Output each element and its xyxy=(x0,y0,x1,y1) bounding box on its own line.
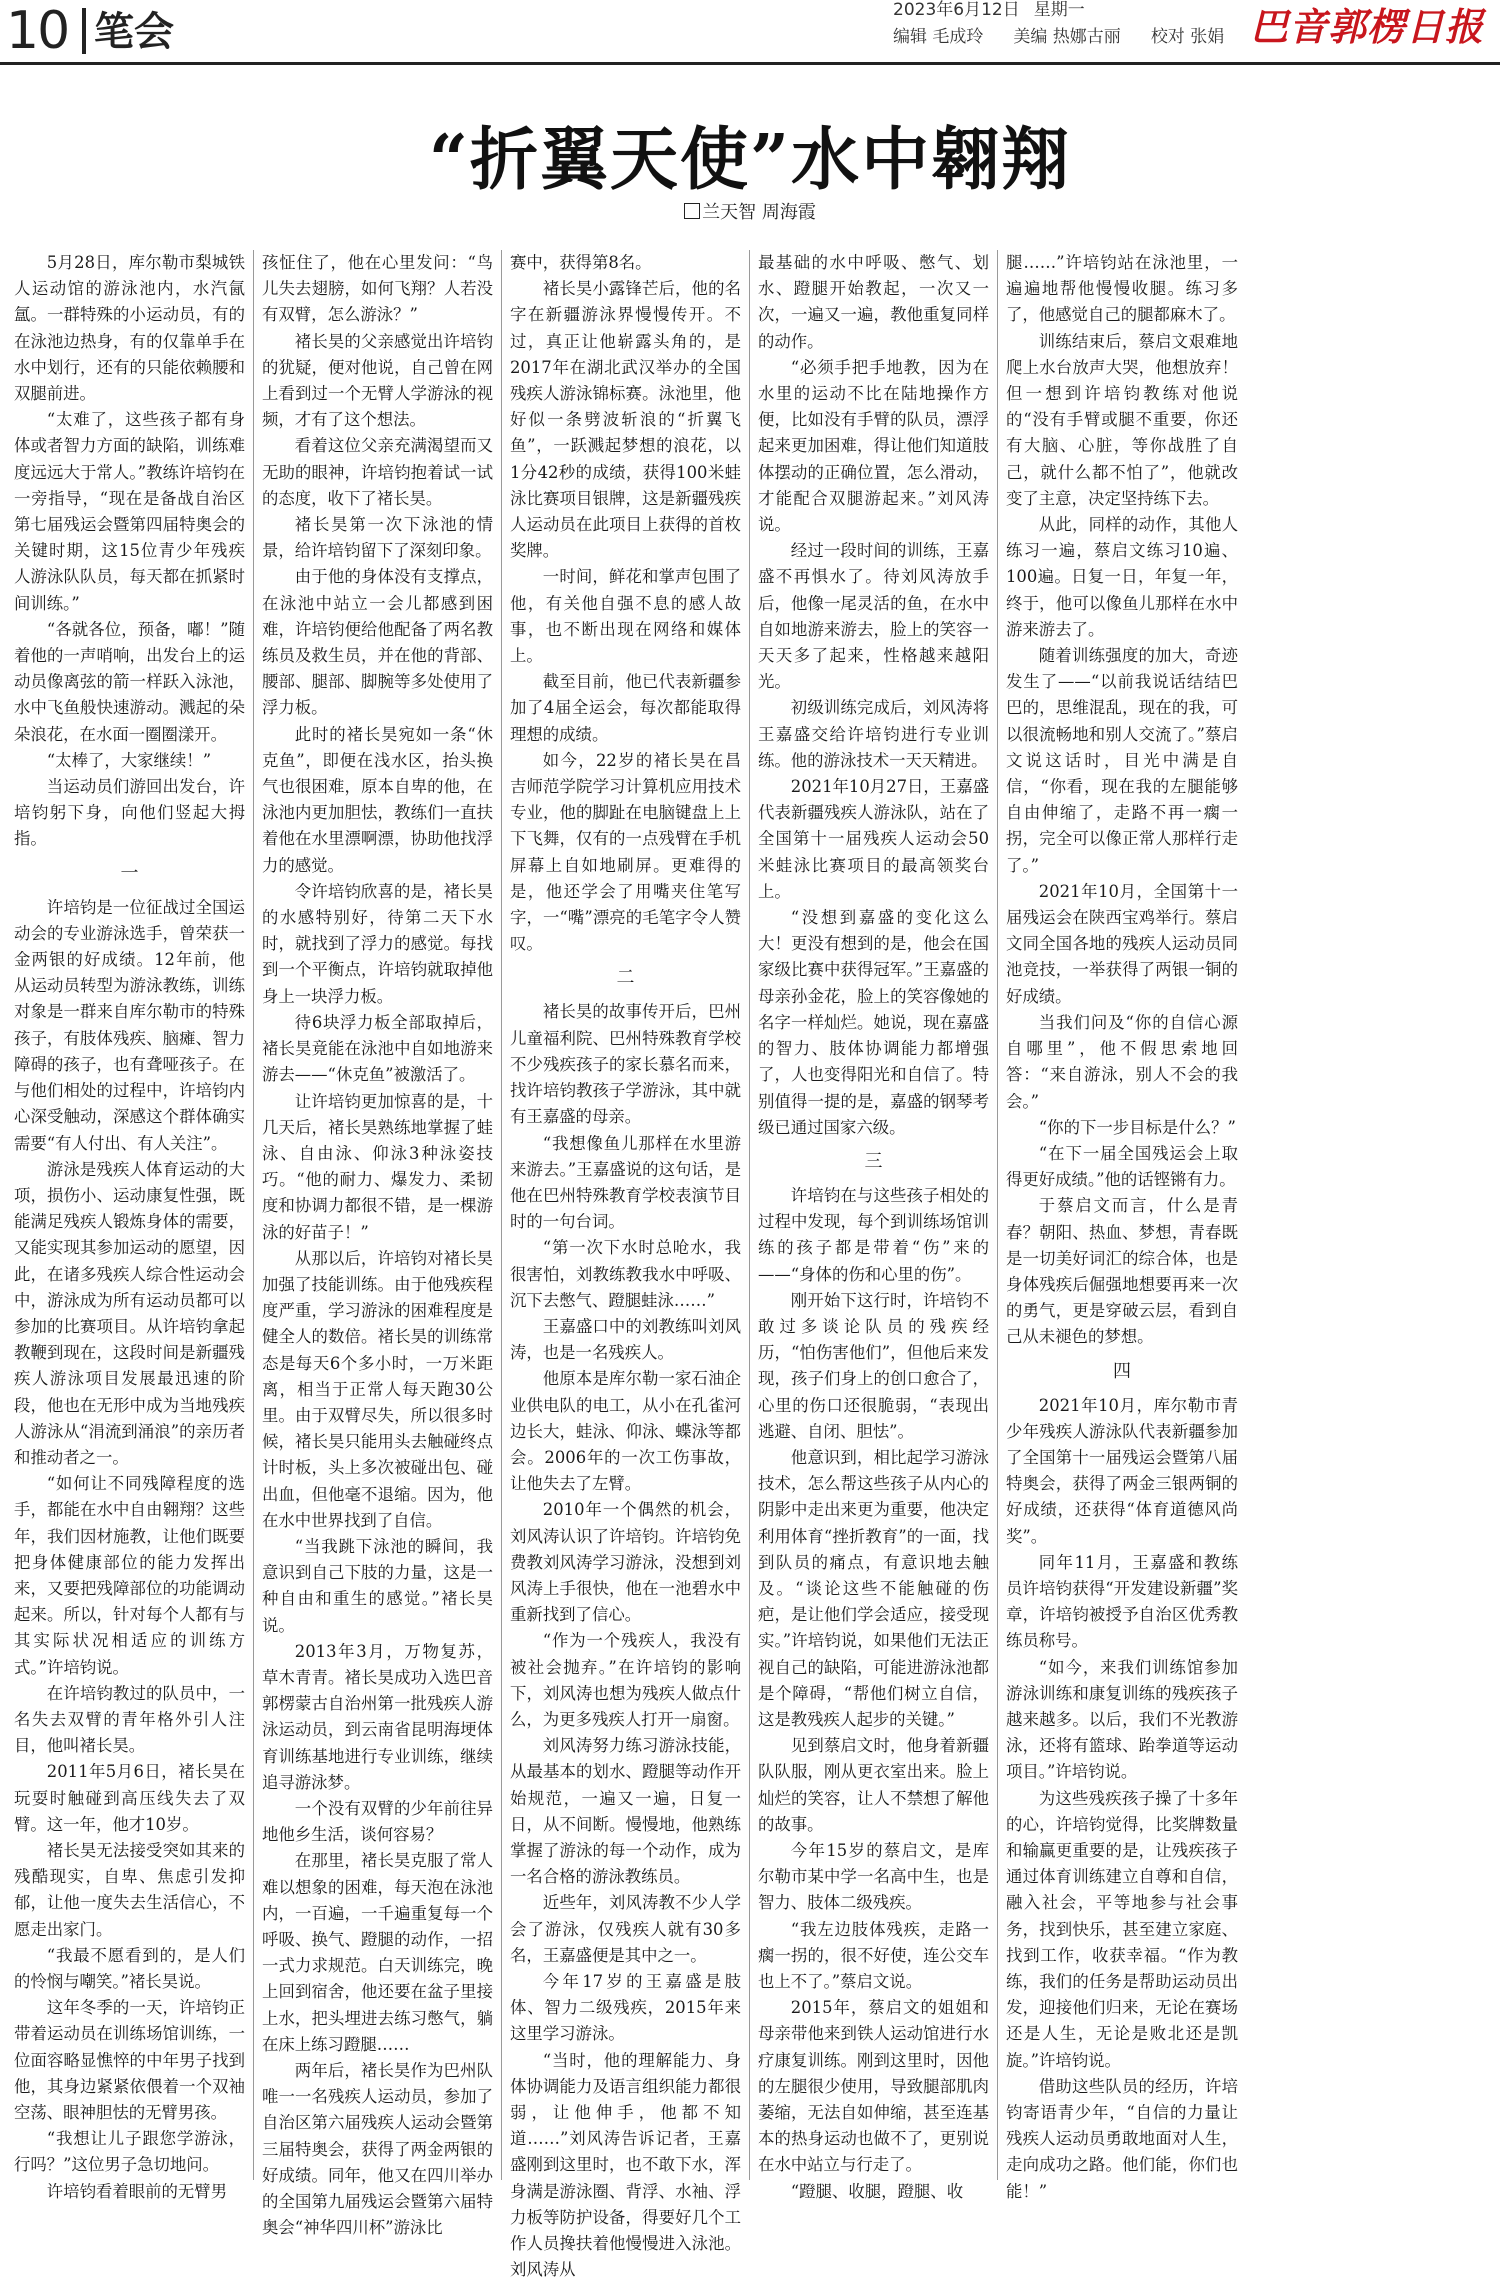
article-paragraph: 今年15岁的蔡启文，是库尔勒市某中学一名高中生，也是智力、肢体二级残疾。 xyxy=(758,1840,989,1913)
page-number-separator xyxy=(82,8,86,54)
article-paragraph: 褚长昊小露锋芒后，他的名字在新疆游泳界慢慢传开。不过，真正让他崭露头角的，是2017年在湖北武汉举办的全国残疾人游泳锦标赛。泳池里，他好似一条劈波斩浪的“折翼飞鱼”，一跃溅起梦想的浪花，以1分42秒的成绩，获得100米蛙泳比赛项目银牌，这是新疆残疾人运动员在此项目上获得的首枚奖牌。 xyxy=(510,279,741,561)
article-paragraph: 两年后，褚长昊作为巴州队唯一一名残疾人运动员，参加了自治区第六届残疾人运动会暨第三届特奥会，获得了两金两银的好成绩。同年，他又在四川举办的全国第九届残运会暨第六届特奥会“神华四川杯”游泳比 xyxy=(262,2061,493,2238)
article-body xyxy=(6,250,1494,2280)
article-paragraph: 训练结束后，蔡启文艰难地爬上水台放声大哭，他想放弃！但一想到许培钧教练对他说的“没有手臂或腿不重要，你还有大脑、心脏，等你战胜了自己，就什么都不怕了”，他就改变了主意，决定坚持练下去。 xyxy=(1006,331,1238,508)
article-paragraph: 从那以后，许培钧对褚长昊加强了技能训练。由于他残疾程度严重，学习游泳的困难程度是健全人的数倍。褚长昊的训练常态是每天6个多小时，一万米距离，相当于正常人每天跑30公里。由于双臂尽失，所以很多时候，褚长昊只能用头去触碰终点计时板，头上多次被碰出包、碰出血，但他毫不退缩。因为，他在水中世界找到了自信。 xyxy=(262,1248,493,1530)
article-paragraph: “在下一届全国残运会上取得更好成绩。”他的话铿锵有力。 xyxy=(1006,1143,1238,1190)
article-paragraph: 今年17岁的王嘉盛是肢体、智力二级残疾，2015年来这里学习游泳。 xyxy=(510,1972,741,2044)
section-name: 笔会 xyxy=(94,9,174,55)
article-paragraph: 他意识到，相比起学习游泳技术，怎么帮这些孩子从内心的阴影中走出来更为重要，他决定利用体育“挫折教育”的一面，找到队员的痛点，有意识地去触及。“谈论这些不能触碰的伤疤，是让他们学会适应，接受现实。”许培钧说，如果他们无法正视自己的缺陷，可能进游泳池都是个障碍，“帮他们树立自信，这是教残疾人起步的关键。” xyxy=(758,1447,989,1729)
article-paragraph: 他原本是库尔勒一家石油企业供电队的电工，从小在孔雀河边长大，蛙泳、仰泳、蝶泳等都会。2006年的一次工伤事故，让他失去了左臂。 xyxy=(510,1369,741,1494)
issue-weekday: 星期一 xyxy=(1033,0,1085,20)
article-paragraph: 经过一段时间的训练，王嘉盛不再惧水了。待刘风涛放手后，他像一尾灵活的鱼，在水中自如地游来游去，脸上的笑容一天天多了起来，性格越来越阳光。 xyxy=(758,541,989,692)
designer-credit: 美编 热娜古丽 xyxy=(1013,27,1121,47)
article-paragraph: 许培钧在与这些孩子相处的过程中发现，每个到训练场馆训练的孩子都是带着“伤”来的——“身体的伤和心里的伤”。 xyxy=(758,1185,989,1284)
section-heading: 一 xyxy=(120,862,139,884)
article-paragraph: 5月28日，库尔勒市梨城铁人运动馆的游泳池内，水汽氤氲。一群特殊的小运动员，有的在泳池边热身，有的仅靠单手在水中划行，还有的只能依赖腰和双腿前进。 xyxy=(14,253,245,404)
article-paragraph: 为这些残疾孩子操了十多年的心，许培钧觉得，比奖牌数量和输赢更重要的是，让残疾孩子通过体育训练建立自尊和自信，融入社会，平等地参与社会事务，找到快乐，甚至建立家庭、找到工作，收获幸福。“作为教练，我们的任务是帮助运动员出发，迎接他们归来，无论在赛场还是人生，无论是败北还是凯旋。”许培钧说。 xyxy=(1006,1788,1238,2070)
article-paragraph: 2013年3月，万物复苏，草木青青。褚长昊成功入选巴音郭楞蒙古自治州第一批残疾人游泳运动员，到云南省昆明海埂体育训练基地进行专业训练，继续追寻游泳梦。 xyxy=(262,1641,493,1792)
article-paragraph: 王嘉盛口中的刘教练叫刘风涛，也是一名残疾人。 xyxy=(510,1316,741,1363)
article-paragraph: “没想到嘉盛的变化这么大！更没有想到的是，他会在国家级比赛中获得冠军。”王嘉盛的母亲孙金花，脸上的笑容像她的名字一样灿烂。她说，现在嘉盛的智力、肢体协调能力都增强了，人也变得阳光和自信了。特别值得一提的是，嘉盛的钢琴考级已通过国家六级。 xyxy=(758,908,989,1137)
article-paragraph: “当时，他的理解能力、身体协调能力及语言组织能力都很弱，让他伸手，他都不知道……”刘风涛告诉记者，王嘉盛刚到这里时，也不敢下水，浑身满是游泳圈、背浮、水袖、浮力板等防护设备，得要好几个工作人员搀扶着他慢慢进入泳池。刘风涛从 xyxy=(510,2050,741,2280)
page-number: 10 xyxy=(6,1,69,61)
article-paragraph: 如今，22岁的褚长昊在昌吉师范学院学习计算机应用技术专业，他的脚趾在电脑键盘上上下飞舞，仅有的一点残臂在手机屏幕上自如地刷屏。更难得的是，他还学会了用嘴夹住笔写字，一“嘴”漂亮的毛笔字令人赞叹。 xyxy=(510,750,741,954)
article-paragraph: 褚长昊的父亲感觉出许培钧的犹疑，便对他说，自己曾在网上看到过一个无臂人学游泳的视频，才有了这个想法。 xyxy=(262,331,493,430)
article-paragraph: 孩怔住了，他在心里发问：“鸟儿失去翅膀，如何飞翔？人若没有双臂，怎么游泳？” xyxy=(262,253,493,325)
editor-credit: 编辑 毛成玲 xyxy=(893,27,984,47)
article-paragraph: 当运动员们游回出发台，许培钧躬下身，向他们竖起大拇指。 xyxy=(14,777,245,849)
article-paragraph: 褚长昊的故事传开后，巴州儿童福利院、巴州特殊教育学校不少残疾孩子的家长慕名而来，找许培钧教孩子学游泳，其中就有王嘉盛的母亲。 xyxy=(510,1002,741,1127)
article-paragraph: 借助这些队员的经历，许培钧寄语青少年，“自信的力量让残疾人运动员勇敢地面对人生，走向成功之路。他们能，你们也能！” xyxy=(1006,2076,1238,2201)
byline-box-icon xyxy=(684,203,700,219)
article-paragraph: 游泳是残疾人体育运动的大项，损伤小、运动康复性强，既能满足残疾人锻炼身体的需要，又能实现其参加运动的愿望，因此，在诸多残疾人综合性运动会中，游泳成为所有运动员都可以参加的比赛项目。从许培钧拿起教鞭到现在，这段时间是新疆残疾人游泳项目发展最迅速的阶段，他也在无形中成为当地残疾人游泳从“涓流到涌浪”的亲历者和推动者之一。 xyxy=(14,1159,245,1467)
article-column xyxy=(502,250,750,2280)
article-paragraph: “第一次下水时总呛水，我很害怕，刘教练教我水中呼吸、沉下去憋气、蹬腿蛙泳……” xyxy=(510,1238,741,1310)
article-paragraph: 许培钧是一位征战过全国运动会的专业游泳选手，曾荣获一金两银的好成绩。12年前，他从运动员转型为游泳教练，训练对象是一群来自库尔勒市的特殊孩子，有肢体残疾、脑瘫、智力障碍的孩子，也有聋哑孩子。在与他们相处的过程中，许培钧内心深受触动，深感这个群体确实需要“有人付出、有人关注”。 xyxy=(14,897,245,1153)
article-paragraph: 同年11月，王嘉盛和教练员许培钧获得“开发建设新疆”奖章，许培钧被授予自治区优秀教练员称号。 xyxy=(1006,1552,1238,1651)
article-paragraph: “我最不愿看到的，是人们的怜悯与嘲笑。”褚长昊说。 xyxy=(14,1945,245,1991)
issue-date: 2023年6月12日 xyxy=(893,0,1020,20)
article-paragraph: 2015年，蔡启文的姐姐和母亲带他来到铁人运动馆进行水疗康复训练。刚到这里时，因他的左腿很少使用，导致腿部肌肉萎缩，无法自如伸缩，甚至连基本的热身运动也做不了，更别说在水中站立与行走了。 xyxy=(758,1998,989,2175)
article-column xyxy=(6,250,254,2201)
article-paragraph: 2010年一个偶然的机会，刘风涛认识了许培钧。许培钧免费教刘风涛学习游泳，没想到刘风涛上手很快，他在一池碧水中重新找到了信心。 xyxy=(510,1500,741,1625)
article-column xyxy=(998,250,1246,2201)
article-paragraph: 一个没有双臂的少年前往异地他乡生活，谈何容易？ xyxy=(262,1798,493,1845)
section-heading: 二 xyxy=(616,967,635,989)
article-paragraph: “各就各位，预备，嘟！”随着他的一声哨响，出发台上的运动员像离弦的箭一样跃入泳池，水中飞鱼般快速游动。溅起的朵朵浪花，在水面一圈圈漾开。 xyxy=(14,619,245,744)
article-paragraph: 初级训练完成后，刘风涛将王嘉盛交给许培钧进行专业训练。他的游泳技术一天天精进。 xyxy=(758,698,989,770)
article-paragraph: 在许培钧教过的队员中，一名失去双臂的青年格外引人注目，他叫褚长昊。 xyxy=(14,1683,245,1756)
article-paragraph: 赛中，获得第8名。 xyxy=(510,253,652,272)
article-paragraph: “我想像鱼儿那样在水里游来游去。”王嘉盛说的这句话，是他在巴州特殊教育学校表演节目时的一句台词。 xyxy=(510,1133,741,1232)
issue-date-line xyxy=(893,0,1099,20)
article-paragraph: 褚长昊第一次下泳池的情景，给许培钧留下了深刻印象。 xyxy=(262,515,493,561)
article-paragraph: 于蔡启文而言，什么是青春？朝阳、热血、梦想，青春既是一切美好词汇的综合体，也是身体残疾后倔强地想要再来一次的勇气，更是穿破云层，看到自己从未褪色的梦想。 xyxy=(1006,1196,1238,1347)
article-paragraph: 褚长昊无法接受突如其来的残酷现实，自卑、焦虑引发抑郁，让他一度失去生活信心，不愿走出家门。 xyxy=(14,1840,245,1939)
article-paragraph: “你的下一步目标是什么？” xyxy=(1038,1117,1236,1137)
article-paragraph: 最基础的水中呼吸、憋气、划水、蹬腿开始教起，一次又一次，一遍又一遍，教他重复同样的动作。 xyxy=(758,253,989,351)
article-paragraph: “作为一个残疾人，我没有被社会抛弃。”在许培钧的影响下，刘风涛也想为残疾人做点什么，为更多残疾人打开一扇窗。 xyxy=(510,1631,741,1729)
section-heading: 三 xyxy=(864,1150,883,1172)
article-paragraph: 在那里，褚长昊克服了常人难以想象的困难，每天泡在泳池内，一百遍，一千遍重复每一个呼吸、换气、蹬腿的动作，一招一式力求规范。白天训练完，晚上回到宿舍，他还要在盆子里接上水，把头埋进去练习憋气，躺在床上练习蹬腿…… xyxy=(262,1851,493,2054)
masthead xyxy=(0,0,1500,70)
byline-authors: 兰天智 周海霞 xyxy=(702,202,816,223)
article-paragraph: 见到蔡启文时，他身着新疆队队服，刚从更衣室出来。脸上灿烂的笑容，让人不禁想了解他的故事。 xyxy=(758,1736,989,1834)
article-paragraph: 2011年5月6日，褚长昊在玩耍时触碰到高压线失去了双臂。这一年，他才10岁。 xyxy=(14,1762,245,1834)
article-paragraph: “我想让儿子跟您学游泳，行吗？”这位男子急切地问。 xyxy=(14,2129,245,2175)
article-title: “折翼天使”水中翱翔 xyxy=(428,120,1072,200)
article-byline xyxy=(0,200,1500,226)
proofreader-credit: 校对 张娟 xyxy=(1150,27,1225,47)
article-paragraph: 由于他的身体没有支撑点，在泳池中站立一会儿都感到困难，许培钧便给他配备了两名教练员及救生员，并在他的背部、腰部、腿部、脚腕等多处使用了浮力板。 xyxy=(262,567,493,718)
article-paragraph: “如今，来我们训练馆参加游泳训练和康复训练的残疾孩子越来越多。以后，我们不光教游泳，还将有篮球、跆拳道等运动项目。”许培钧说。 xyxy=(1006,1657,1238,1782)
article-column xyxy=(750,250,998,2201)
article-paragraph: 截至目前，他已代表新疆参加了4届全运会，每次都能取得理想的成绩。 xyxy=(510,672,741,744)
article-paragraph: 腿……”许培钧站在泳池里，一遍遍地帮他慢慢收腿。练习多了，他感觉自己的腿都麻木了。 xyxy=(1006,253,1238,325)
article-paragraph: “必须手把手地教，因为在水里的运动不比在陆地操作方便，比如没有手臂的队员，漂浮起来更加困难，得让他们知道肢体摆动的正确位置，怎么滑动，才能配合双腿游起来。”刘风涛说。 xyxy=(758,357,989,535)
article-paragraph: 此时的褚长昊宛如一条“休克鱼”，即便在浅水区，抬头换气也很困难，原本自卑的他，在泳池内更加胆怯，教练们一直扶着他在水里漂啊漂，协助他找浮力的感觉。 xyxy=(262,724,493,875)
article-paragraph: 令许培钧欣喜的是，褚长昊的水感特别好，待第二天下水时，就找到了浮力的感觉。每找到一个平衡点，许培钧就取掉他身上一块浮力板。 xyxy=(262,881,493,1006)
article-paragraph: “我左边肢体残疾，走路一瘸一拐的，很不好使，连公交车也上不了。”蔡启文说。 xyxy=(758,1919,989,1991)
article-paragraph: “太难了，这些孩子都有身体或者智力方面的缺陷，训练难度远远大于常人。”教练许培钧在一旁指导，“现在是备战自治区第七届残运会暨第四届特奥会的关键时期，这15位青少年残疾人游泳队队员，每天都在抓紧时间训练。” xyxy=(14,410,245,613)
staff-credits xyxy=(893,26,1254,48)
article-column xyxy=(254,250,502,2238)
article-paragraph: 从此，同样的动作，其他人练习一遍，蔡启文练习10遍、100遍。日复一日，年复一年，终于，他可以像鱼儿那样在水中游来游去了。 xyxy=(1006,515,1238,639)
article-paragraph: “如何让不同残障程度的选手，都能在水中自由翱翔？这些年，我们因材施教，让他们既要把身体健康部位的能力发挥出来，又要把残障部位的功能调动起来。所以，针对每个人都有与其实际状况相适应的训练方式。”许培钧说。 xyxy=(14,1474,245,1677)
article-paragraph: “蹬腿、收腿，蹬腿、收 xyxy=(790,2181,964,2201)
article-paragraph: 一时间，鲜花和掌声包围了他，有关他自强不息的感人故事，也不断出现在网络和媒体上。 xyxy=(510,567,741,666)
article-paragraph: 这年冬季的一天，许培钧正带着运动员在训练场馆训练，一位面容略显憔悴的中年男子找到他，其身边紧紧依偎着一个双袖空荡、眼神胆怯的无臂男孩。 xyxy=(14,1998,245,2123)
article-paragraph: 近些年，刘风涛教不少人学会了游泳，仅残疾人就有30多名，王嘉盛便是其中之一。 xyxy=(510,1893,741,1965)
article-paragraph: 待6块浮力板全部取掉后，褚长昊竟能在泳池中自如地游来游去——“休克鱼”被激活了。 xyxy=(262,1012,493,1085)
article-paragraph: 刚开始下这行时，许培钧不敢过多谈论队员的残疾经历，“怕伤害他们”，但他后来发现，孩子们身上的创口愈合了，心里的伤口还很脆弱，“表现出逃避、自闭、胆怯”。 xyxy=(758,1290,989,1441)
article-paragraph: 许培钧看着眼前的无臂男 xyxy=(46,2181,228,2201)
masthead-rule xyxy=(0,62,1500,65)
article-paragraph: 2021年10月，全国第十一届残运会在陕西宝鸡举行。蔡启文同全国各地的残疾人运动员同池竞技，一举获得了两银一铜的好成绩。 xyxy=(1006,881,1238,1006)
article-paragraph: “太棒了，大家继续！” xyxy=(46,750,212,770)
article-paragraph: 刘风涛努力练习游泳技能，从最基本的划水、蹬腿等动作开始规范，一遍又一遍，日复一日，从不间断。慢慢地，他熟练掌握了游泳的每一个动作，成为一名合格的游泳教练员。 xyxy=(510,1736,741,1887)
newspaper-logo: 巴音郭楞日报 xyxy=(1250,4,1485,49)
section-heading: 四 xyxy=(1113,1360,1131,1382)
article-paragraph: “当我跳下泳池的瞬间，我意识到自己下肢的力量，这是一种自由和重生的感觉。”褚长昊说。 xyxy=(262,1536,493,1635)
article-paragraph: 让许培钧更加惊喜的是，十几天后，褚长昊熟练地掌握了蛙泳、自由泳、仰泳3种泳姿技巧。“他的耐力、爆发力、柔韧度和协调力都很不错，是一棵游泳的好苗子！” xyxy=(262,1091,493,1242)
article-paragraph: 看着这位父亲充满渴望而又无助的眼神，许培钧抱着试一试的态度，收下了褚长昊。 xyxy=(262,436,493,508)
article-paragraph: 2021年10月27日，王嘉盛代表新疆残疾人游泳队，站在了全国第十一届残疾人运动会50米蛙泳比赛项目的最高领奖台上。 xyxy=(758,777,989,901)
article-paragraph: 2021年10月，库尔勒市青少年残疾人游泳队代表新疆参加了全国第十一届残运会暨第八届特奥会，获得了两金三银两铜的好成绩，还获得“体育道德风尚奖”。 xyxy=(1006,1395,1238,1546)
article-paragraph: 当我们问及“你的自信心源自哪里”，他不假思索地回答：“来自游泳，别人不会的我会。” xyxy=(1006,1012,1238,1111)
article-paragraph: 随着训练强度的加大，奇迹发生了——“以前我说话结结巴巴的，思维混乱，现在的我，可以很流畅地和别人交流了。”蔡启文说这话时，目光中满是自信，“你看，现在我的左腿能够自由伸缩了，走路不再一瘸一拐，完全可以像正常人那样行走了。” xyxy=(1006,646,1238,875)
